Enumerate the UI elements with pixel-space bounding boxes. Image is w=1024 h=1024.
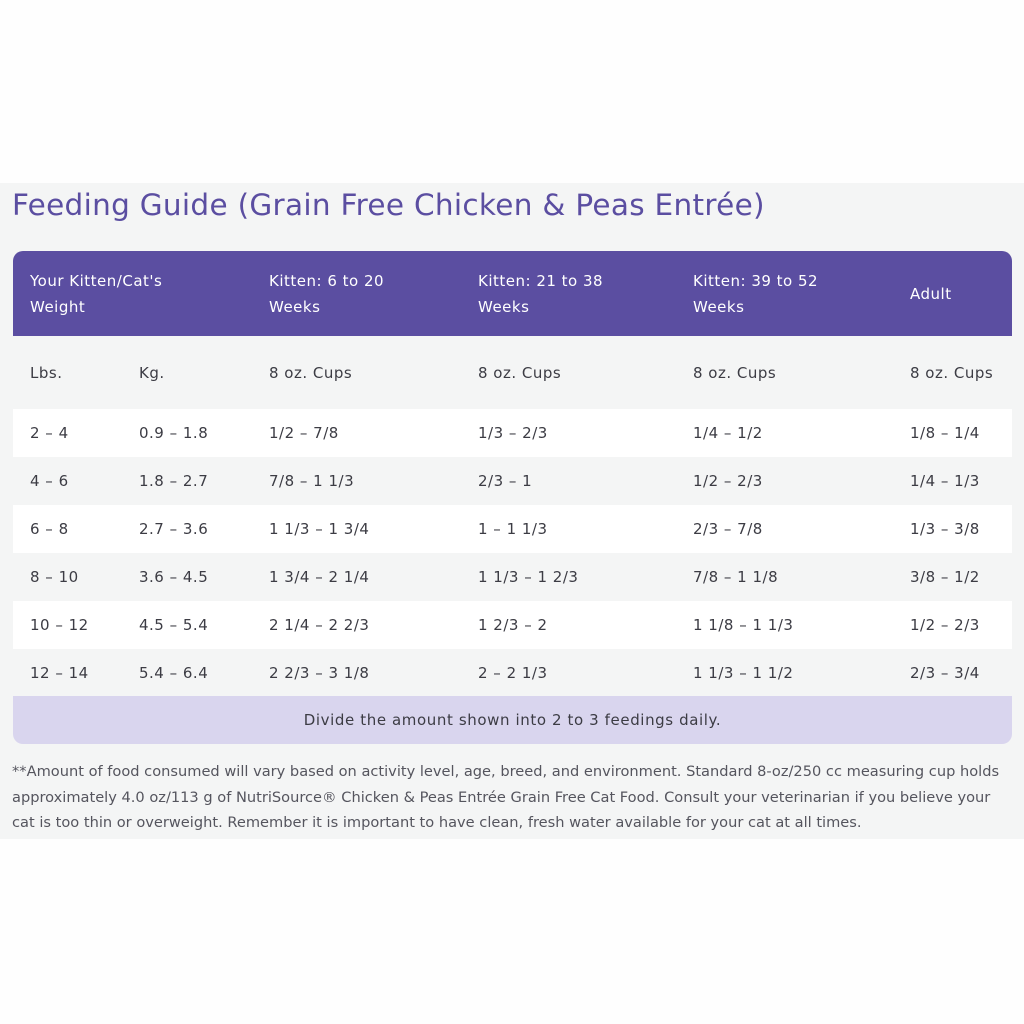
footnote: **Amount of food consumed will vary based on activity level, age, breed, and environment. Standard 8-oz/250 cc measuring cup holds approximately 4.0 oz/113 g of NutriSource® Chicken & Peas Entrée Grain Free Cat Food. Consult your veterinarian if you believe your cat is too thin or overweight. Remember it is important to have clean, fresh water available for your cat at all times. <box>12 763 1000 832</box>
cell-kitten-6-20: 2 1/4 – 2 2/3 <box>269 616 370 634</box>
cell-adult: 3/8 – 1/2 <box>910 568 980 586</box>
page-title: Feeding Guide (Grain Free Chicken & Peas Entrée) <box>12 188 765 222</box>
cell-kitten-39-52: 1 1/3 – 1 1/2 <box>693 664 794 682</box>
cell-kg: 0.9 – 1.8 <box>139 424 209 442</box>
table-units-row <box>13 336 1012 409</box>
unit-cups-39-52: 8 oz. Cups <box>693 363 777 382</box>
cell-kitten-6-20: 1/2 – 7/8 <box>269 424 339 442</box>
table-row <box>13 601 1012 649</box>
cell-lbs: 4 – 6 <box>30 472 69 490</box>
cell-kitten-6-20: 1 3/4 – 2 1/4 <box>269 568 370 586</box>
cell-kitten-39-52: 7/8 – 1 1/8 <box>693 568 779 586</box>
cell-kitten-39-52: 1 1/8 – 1 1/3 <box>693 616 794 634</box>
table-row <box>13 649 1012 697</box>
cell-kitten-21-38: 2/3 – 1 <box>478 472 533 490</box>
header-kitten-6-20: Kitten: 6 to 20 Weeks <box>269 271 385 316</box>
cell-kg: 5.4 – 6.4 <box>139 664 209 682</box>
cell-kitten-21-38: 1 2/3 – 2 <box>478 616 548 634</box>
cell-lbs: 2 – 4 <box>30 424 69 442</box>
feeding-table <box>13 251 1012 744</box>
cell-kg: 4.5 – 5.4 <box>139 616 209 634</box>
unit-cups-adult: 8 oz. Cups <box>910 363 994 382</box>
header-adult: Adult <box>910 284 952 303</box>
cell-kitten-39-52: 1/2 – 2/3 <box>693 472 763 490</box>
unit-cups-6-20: 8 oz. Cups <box>269 363 353 382</box>
cell-lbs: 12 – 14 <box>30 664 89 682</box>
cell-kg: 1.8 – 2.7 <box>139 472 209 490</box>
table-footer-note: Divide the amount shown into 2 to 3 feedings daily. <box>13 696 1012 744</box>
header-kitten-39-52: Kitten: 39 to 52 Weeks <box>693 271 819 316</box>
unit-kg: Kg. <box>139 363 165 382</box>
table-row <box>13 409 1012 457</box>
cell-adult: 1/4 – 1/3 <box>910 472 980 490</box>
cell-kitten-6-20: 7/8 – 1 1/3 <box>269 472 355 490</box>
cell-kitten-21-38: 1 1/3 – 1 2/3 <box>478 568 579 586</box>
cell-kitten-21-38: 2 – 2 1/3 <box>478 664 548 682</box>
header-kitten-21-38: Kitten: 21 to 38 Weeks <box>478 271 604 316</box>
unit-cups-21-38: 8 oz. Cups <box>478 363 562 382</box>
cell-lbs: 8 – 10 <box>30 568 79 586</box>
table-row <box>13 505 1012 553</box>
table-header-row <box>13 251 1012 336</box>
cell-kitten-21-38: 1 – 1 1/3 <box>478 520 548 538</box>
unit-lbs: Lbs. <box>30 363 63 382</box>
header-weight: Your Kitten/Cat's Weight <box>30 271 163 316</box>
cell-adult: 1/2 – 2/3 <box>910 616 980 634</box>
cell-adult: 1/3 – 3/8 <box>910 520 980 538</box>
cell-kitten-39-52: 1/4 – 1/2 <box>693 424 763 442</box>
cell-adult: 2/3 – 3/4 <box>910 664 980 682</box>
cell-lbs: 6 – 8 <box>30 520 69 538</box>
cell-kg: 2.7 – 3.6 <box>139 520 209 538</box>
table-row <box>13 553 1012 601</box>
cell-kitten-39-52: 2/3 – 7/8 <box>693 520 763 538</box>
table-row <box>13 457 1012 505</box>
cell-kitten-6-20: 2 2/3 – 3 1/8 <box>269 664 370 682</box>
cell-lbs: 10 – 12 <box>30 616 89 634</box>
cell-adult: 1/8 – 1/4 <box>910 424 980 442</box>
cell-kg: 3.6 – 4.5 <box>139 568 209 586</box>
cell-kitten-6-20: 1 1/3 – 1 3/4 <box>269 520 370 538</box>
cell-kitten-21-38: 1/3 – 2/3 <box>478 424 548 442</box>
